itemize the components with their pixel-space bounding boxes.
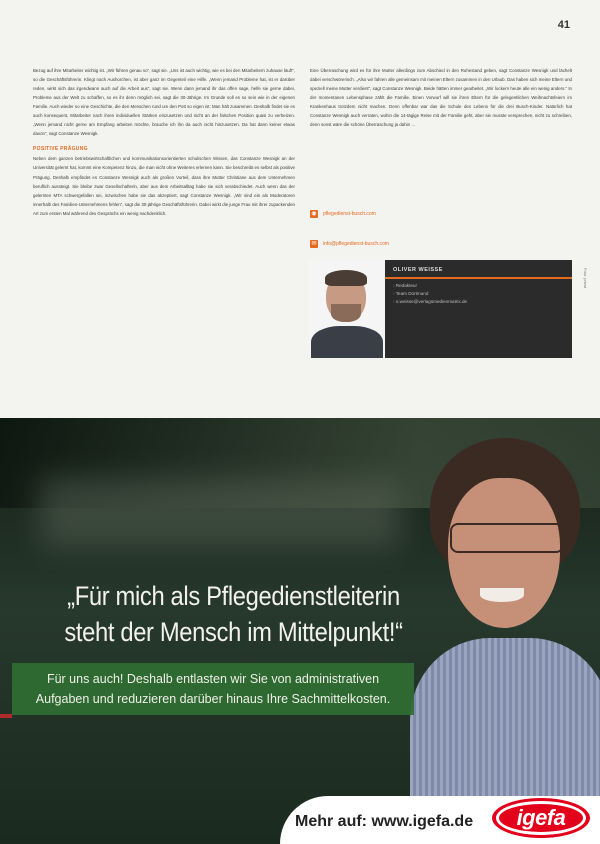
email-icon: ✉ bbox=[311, 241, 317, 247]
ad-quote bbox=[28, 578, 439, 650]
igefa-advertisement bbox=[0, 418, 600, 844]
author-info bbox=[385, 260, 572, 358]
article-column-left bbox=[33, 66, 295, 218]
ad-body-line: Aufgaben und reduzieren darüber hinaus Ihre Sachmittelkosten. bbox=[35, 692, 391, 706]
article-subhead: POSITIVE PRÄGUNG bbox=[33, 146, 88, 153]
ad-quote-line: steht der Mensch im Mittelpunkt!“ bbox=[64, 617, 403, 647]
page-number: 41 bbox=[557, 19, 570, 31]
globe-icon: ◉ bbox=[311, 211, 317, 217]
author-divider bbox=[385, 277, 572, 279]
article-paragraph: Eine Überraschung wird es für ihre Mutter allerdings zum Abschied in den Ruhestand geben, sagt Constanze Wesnigk und lächelt dabei verschwörerisch. „Also wir fahren alle gemeinsam mit meinen Eltern zusammen in den Urlaub. Das haben sich meine Eltern und speziell meine Mutter verdient“, sagt Constanze Wesnigk. Beide hätten immer gearbeitet. „Wir lockern heute alle ein wenig anders.“ In der momentanen Lebensphase zählt die Familie. Einen Vorwurf will sie ihren Eltern für die gelegentlichen Weihnachtsfeiern im Krankenhaus trotzdem nicht machen. Denn offenbar war das die Schule des Lebens für die drei Busch-Kinder. Natürlich hat Constanze Wesnigk auch verraten, wohin die 14-tägige Reise mit der Familie geht, aber sie musste versprechen, nicht zu schreiben, denn sonst wäre die schöne Überraschung ja dahin … bbox=[310, 68, 572, 128]
author-name: OLIVER WEISSE bbox=[393, 267, 443, 273]
ad-quote-line: „Für mich als Pflegedienstleiterin bbox=[67, 581, 400, 611]
article-paragraph: Bezug auf ihre Mitarbeiter wichtig ist. „Wir führen genau so“, sagt sie. „Uns ist auch wichtig, wie es bei den Mitarbeitern zuhause läuft“, so die Geschäftsführerin. Klingt nach Aushorchen, ist aber ganz im Gegenteil eine Hilfe. „Wenn jemand Probleme hat, ist er darüber reden, wirkt sich das irgendwann auch auf die Arbeit aus“, sagt sie. Wenn dann jemand ihr das offen sage, helfe sie gerne dabei, Probleme aus der Welt zu schaffen, so es ihr denn möglich sei, sagt die 30-Jährige. Im Grunde soll es so sein wie in der eigenen Familie. Auch wieder so eine Geschichte, die den Menschen rund um den Pott so eigen ist: Man hält zusammen. Deshalb findet sie es auch konsequent, Mitarbeiter nach ihren individuellen Stärken einzusetzen und nicht an der falschen Position quasi zu verheizen. „Wenn jemand nicht gerne am Empfang arbeiten möchte, brauche ich ihn da auch nicht hinzusetzen. Da hat dann keiner etwas davon“, sagt Constanze Wesnigk. bbox=[33, 68, 295, 137]
contact-website[interactable] bbox=[310, 210, 376, 218]
contact-email[interactable] bbox=[310, 240, 389, 248]
article-column-right bbox=[310, 66, 572, 129]
igefa-logo bbox=[492, 798, 590, 838]
ad-website-link[interactable]: Mehr auf: www.igefa.de bbox=[295, 813, 474, 830]
author-role: › Redakteur bbox=[393, 283, 564, 288]
logo-text: igefa bbox=[516, 805, 566, 830]
email-link[interactable]: info@pflegedienst-busch.com bbox=[323, 241, 389, 247]
ad-footer bbox=[280, 796, 600, 844]
ad-red-accent bbox=[0, 714, 12, 718]
photo-credit: Foto: privat bbox=[583, 268, 588, 289]
ad-body-line: Für uns auch! Deshalb entlasten wir Sie von administrativen bbox=[46, 672, 380, 686]
author-details bbox=[385, 283, 572, 304]
author-photo bbox=[309, 260, 385, 358]
ad-body-text bbox=[12, 669, 414, 709]
author-team: › Team Dortmund bbox=[393, 291, 564, 296]
author-box bbox=[309, 260, 572, 358]
author-email[interactable]: › o.weisse@verlagsmedienmatrix.de bbox=[393, 299, 564, 304]
website-link[interactable]: pflegedienst-busch.com bbox=[323, 211, 376, 217]
article-paragraph: Neben dem ganzen betriebswirtschaftlichen und kommunikationsorientierten schulischen Wissen, das Constanze Wesnigk an der Universität gelernt hat, kommt eine Kompetenz hinzu, die man nicht ohne Weiteres erlernen kann. Sie beschreibt es selbst als positive Prägung. Deshalb empfindet es Constanze Wesnigk auch als großen Vorteil, dass ihre Mutter Christiane aus dem Unternehmen beruflich aussteigt. Sie bleibe zwar Gesellschafterin, aber aus dem Arbeitsalltag habe sie sich verabschiedet. Auch wenn das der gelernten MTA schwergefallen sei, inzwischen habe sie das akzeptiert, sagt Constanze Wesnigk. „Wir sind ein als Moderatoren innerhalb des Familien-Unternehmens fehlen“, sagt die 30-jährige Geschäftsführerin. Dabei wirkt die junge Frau mit ihrer zupackenden Art zum ersten Mal während des Gesprächs ein wenig nachdenklich. bbox=[33, 156, 295, 216]
